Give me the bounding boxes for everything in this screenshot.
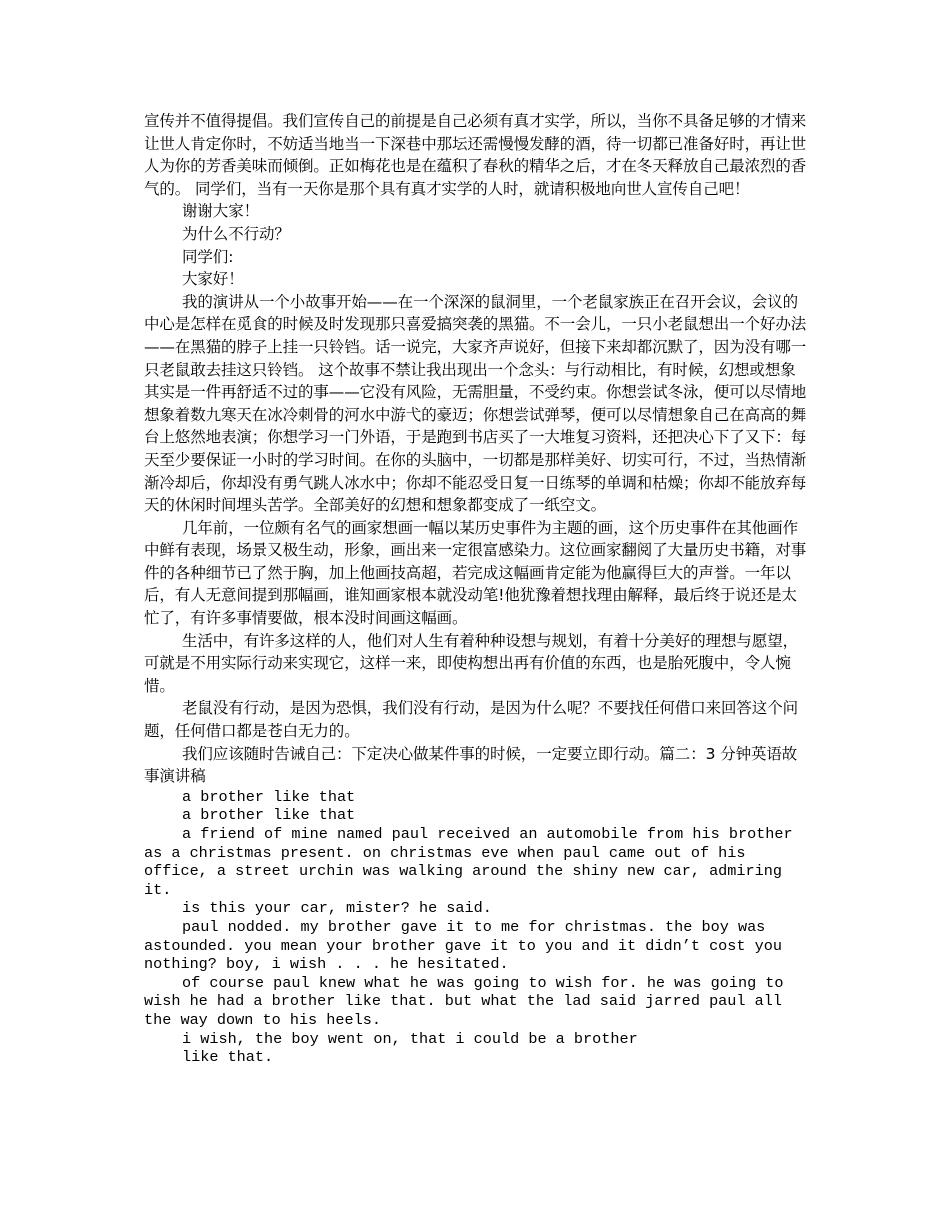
- paragraph-no-excuse: 老鼠没有行动，是因为恐惧，我们没有行动，是因为什么呢？不要找任何借口来回答这个问题，任何借口都是苍白无力的。: [144, 699, 799, 741]
- english-title: a brother like that: [182, 787, 356, 806]
- english-paragraph-6: like that.: [182, 1048, 274, 1067]
- greeting-classmates: 同学们:: [182, 247, 234, 266]
- english-paragraph-5: i wish, the boy went on, that i could be a brother: [182, 1029, 638, 1048]
- paragraph-act-now: 我们应该随时告诫自己：下定决心做某件事的时候，一定要立即行动。篇二：3 分钟英语故事演讲稿: [144, 744, 798, 786]
- english-subtitle: a brother like that: [182, 806, 356, 825]
- paragraph-life: 生活中，有许多这样的人，他们对人生有着种种设想与规划，有着十分美好的理想与愿望，可就是不用实际行动来实现它，这样一来，即使构想出再有价值的东西，也是胎死腹中，令人惋惜。: [144, 631, 799, 695]
- paragraph-mouse-story: 我的演讲从一个小故事开始——在一个深深的鼠洞里，一个老鼠家族正在召开会议，会议的中心是怎样在觅食的时候及时发现那只喜爱搞突袭的黑猫。不一会儿，一只小老鼠想出一个好办法——在黑猫的脖子上挂一只铃铛。话一说完，大家齐声说好，但接下来却都沉默了，因为没有哪一只老鼠敢去挂这只铃铛。 这个故事不禁让我出现出一个念头：与行动相比，有时候，幻想或想象其实是一件再舒适不过的事——它没有风险，无需胆量，不受约束。你想尝试冬泳，便可以尽情地想象着数九寒天在冰冷刺骨的河水中游弋的豪迈；你想尝试弹琴，便可以尽情想象自己在高高的舞台上悠然地表演；你想学习一门外语，于是跑到书店买了一大堆复习资料，还把决心下了又下：每天至少要保证一小时的学习时间。在你的头脑中，一切都是那样美好、切实可行，不过，当热情渐渐冷却后，你却没有勇气跳人冰水中；你却不能忍受日复一日练琴的单调和枯燥；你却不能放弃每天的休闲时间埋头苦学。全部美好的幻想和想象都变成了一纸空文。: [144, 292, 807, 515]
- english-paragraph-3: paul nodded. my brother gave it to me for christmas. the boy was astounded. you mean your brother gave it to you and it didn’t cost you nothing? boy, i wish . . . he hesitated.: [144, 917, 792, 974]
- english-paragraph-4: of course paul knew what he was going to wish for. he was going to wish he had a brother like that. but what the lad said jarred paul all the way down to his heels.: [144, 973, 793, 1029]
- english-paragraph-2: is this your car, mister? he said.: [182, 899, 492, 918]
- greeting-everyone: 大家好！: [182, 270, 244, 289]
- document-page: [144, 110, 809, 1067]
- paragraph-painter: 几年前，一位颇有名气的画家想画一幅以某历史事件为主题的画，这个历史事件在其他画作中鲜有表现，场景又极生动，形象，画出来一定很富感染力。这位画家翻阅了大量历史书籍，对事件的各种细节已了然于胸，加上他画技高超，若完成这幅画肯定能为他赢得巨大的声誉。一年以后，有人无意间提到那幅画，谁知画家根本就没动笔!他犹豫着想找理由解释，最后终于说还是太忙了，有许多事情要做，根本没时间画这幅画。: [144, 518, 807, 628]
- english-paragraph-1: a friend of mine named paul received an automobile from his brother as a christmas present. on christmas eve when paul came out of his office, a street urchin was walking around the shiny new car, admiring it.: [144, 825, 802, 899]
- speech-title: 为什么不行动？: [182, 224, 290, 243]
- paragraph-intro: 宣传并不值得提倡。我们宣传自己的前提是自己必须有真才实学，所以，当你不具备足够的才情来让世人肯定你时，不妨适当地当一下深巷中那坛还需慢慢发酵的酒，待一切都已准备好时，再让世人为你的芳香美味而倾倒。正如梅花也是在蕴积了春秋的精华之后，才在冬天释放自己最浓烈的香气的。 同学们，当有一天你是那个具有真才实学的人时，就请积极地向世人宣传自己吧！: [144, 112, 807, 198]
- thanks-line: 谢谢大家！: [182, 202, 260, 221]
